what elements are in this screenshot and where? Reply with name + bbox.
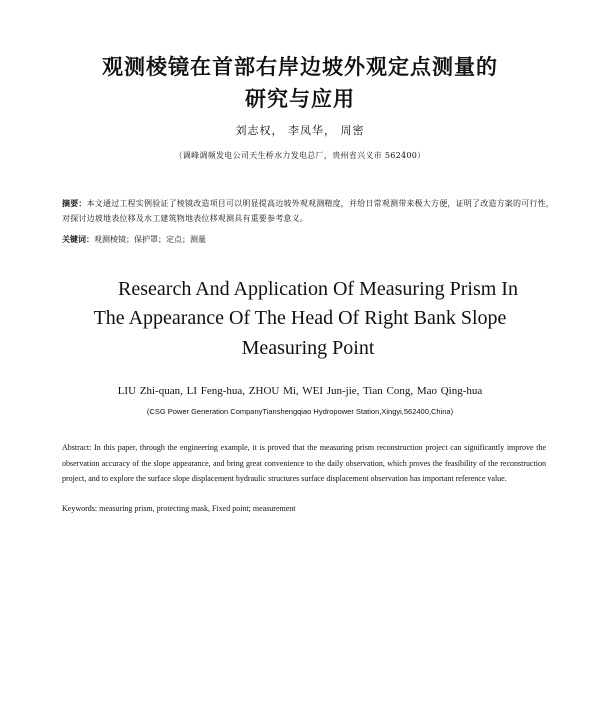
chinese-abstract bbox=[62, 196, 554, 226]
english-keywords-text: measuring prism, protecting mask, Fixed point; measurement bbox=[97, 504, 296, 513]
chinese-abstract-text: 本文通过工程实例验证了棱镜改造项目可以明显提高边坡外观观测精度，并给日常观测带来极大方便，证明了改造方案的可行性，对探讨边坡地表位移及水工建筑物地表位移观测具有重要参考意义。 bbox=[62, 199, 555, 223]
chinese-title-line-1: 观测棱镜在首部右岸边坡外观定点测量的 bbox=[102, 55, 498, 79]
english-affiliation: (CSG Power Generation CompanyTianshengqiao Hydropower Station,Xingyi,562400,China) bbox=[146, 407, 454, 416]
english-abstract-label: Abstract: bbox=[62, 443, 92, 452]
chinese-abstract-label: 摘要： bbox=[62, 198, 87, 208]
chinese-affiliation: （调峰调频发电公司天生桥水力发电总厂，贵州省兴义市 562400） bbox=[174, 151, 426, 160]
english-title-line-2: The Appearance Of The Head Of Right Bank Slope bbox=[93, 307, 507, 329]
english-abstract bbox=[62, 440, 546, 487]
chinese-keywords bbox=[62, 232, 554, 247]
english-abstract-text: In this paper, through the engineering example, it is proved that the measuring prism reconstruction project can significantly improve the observation accuracy of the slope appearance, and bring great convenience to the daily observation, which proves the feasibility of the reconstruction project, and to explore the surface slope displacement hydraulic structures surface displacement observation has important reference value. bbox=[62, 443, 546, 483]
english-title-line-1: Research And Application Of Measuring Prism In bbox=[118, 278, 518, 300]
english-keywords bbox=[62, 502, 546, 516]
english-title-line-3: Measuring Point bbox=[241, 337, 375, 359]
chinese-title-line-2: 研究与应用 bbox=[245, 87, 355, 111]
chinese-keywords-text: 观测棱镜；保护罩；定点；测量 bbox=[94, 235, 206, 244]
english-keywords-label: Keywords: bbox=[62, 504, 98, 513]
english-authors: LIU Zhi-quan, LI Feng-hua, ZHOU Mi, WEI Jun-jie, Tian Cong, Mao Qing-hua bbox=[117, 385, 483, 397]
chinese-authors: 刘志权， 李凤华， 周密 bbox=[235, 124, 365, 137]
chinese-keywords-label: 关键词： bbox=[62, 234, 94, 244]
